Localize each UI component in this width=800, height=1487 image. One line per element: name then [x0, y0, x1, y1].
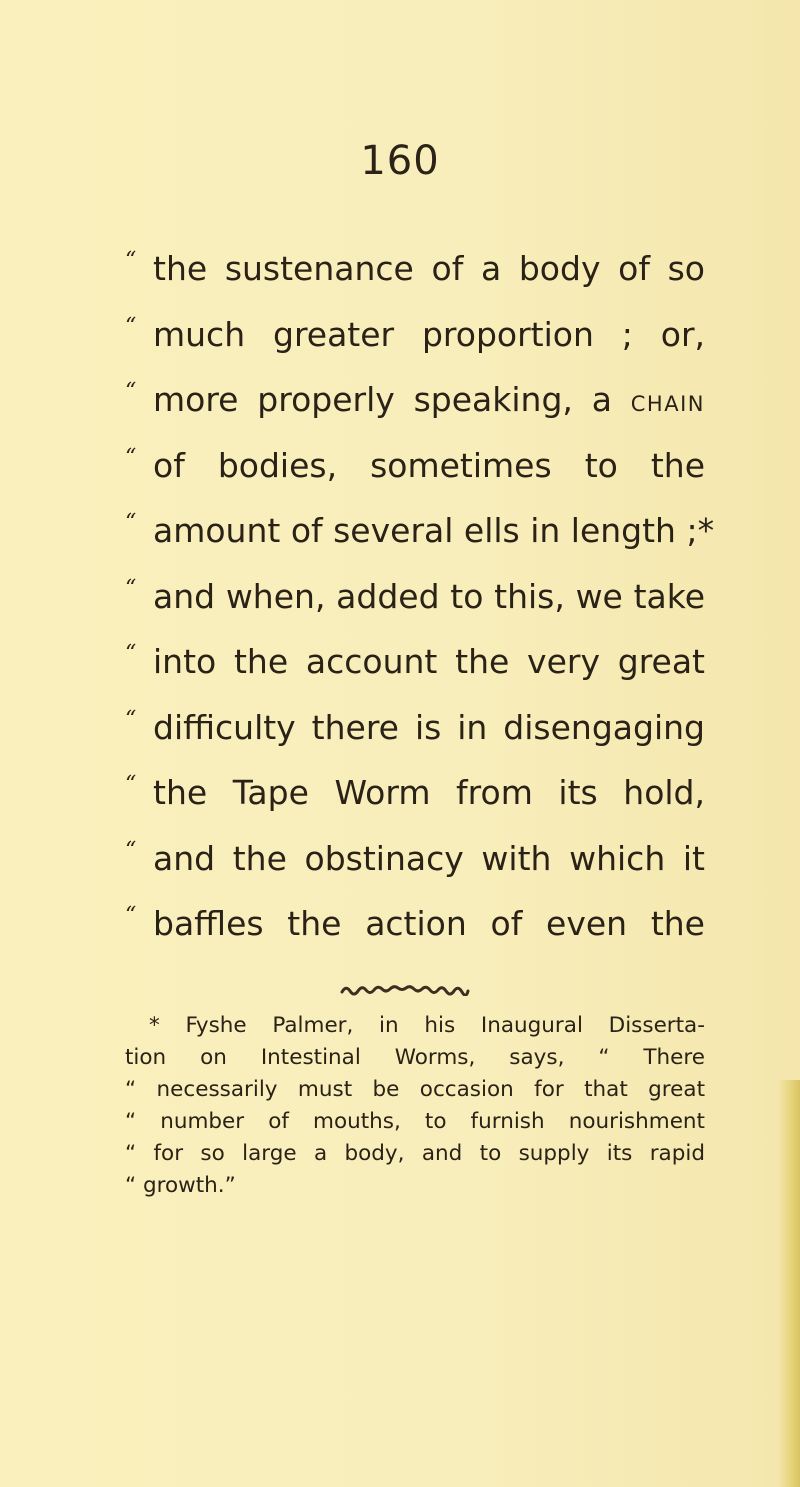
- page-edge-shading: [778, 1080, 800, 1487]
- opening-quote: “: [125, 772, 137, 797]
- line-text: of bodies, sometimes to the: [153, 445, 705, 485]
- line-text-part: more properly speaking, a: [153, 380, 612, 419]
- footnote-line: “ number of mouths, to furnish nourishment: [125, 1109, 705, 1134]
- opening-quote: “: [125, 379, 137, 404]
- line-text: amount of several ells in length ;*: [153, 511, 715, 550]
- opening-quote: “: [125, 313, 137, 339]
- footnote-line: * Fyshe Palmer, in his Inaugural Disserta-: [149, 1013, 705, 1038]
- line-text: difficulty there is in disengaging: [153, 707, 705, 747]
- footnote-line: tion on Intestinal Worms, says, “ There: [125, 1045, 705, 1070]
- line-text: much greater proportion ; or,: [153, 314, 705, 354]
- footnote-line: “ necessarily must be occasion for that great: [125, 1077, 705, 1102]
- line-text: into the account the very great: [153, 642, 705, 681]
- wavy-rule-ornament: [340, 982, 470, 996]
- small-caps-word: CHAIN: [630, 392, 705, 416]
- page-number: 160: [360, 138, 440, 184]
- text-line: [125, 891, 705, 957]
- line-text: and when, added to this, we take: [153, 576, 705, 616]
- line-text: the Tape Worm from its hold,: [153, 773, 705, 812]
- footnote-line: “ for so large a body, and to supply its rapid: [125, 1141, 705, 1166]
- footnote-block: [125, 1010, 705, 1202]
- text-line: [125, 564, 705, 630]
- opening-quote: “: [125, 903, 137, 928]
- opening-quote: “: [125, 444, 137, 470]
- text-line: [125, 236, 705, 302]
- line-text: and the obstinacy with which it: [153, 838, 705, 878]
- opening-quote: “: [125, 706, 137, 732]
- text-line: [125, 826, 705, 892]
- text-line: [125, 629, 705, 695]
- text-line: [125, 302, 705, 368]
- opening-quote: “: [125, 837, 137, 863]
- footnote-line: “ growth.”: [125, 1173, 236, 1198]
- text-line: [125, 498, 715, 564]
- text-line: [125, 695, 705, 761]
- text-line: [125, 433, 705, 499]
- text-line: [125, 760, 705, 826]
- opening-quote: “: [125, 510, 137, 535]
- opening-quote: “: [125, 248, 137, 273]
- main-text-block: [125, 236, 715, 957]
- line-text: the sustenance of a body of so: [153, 249, 705, 288]
- opening-quote: “: [125, 575, 137, 601]
- line-text: [153, 367, 705, 438]
- line-text: baffles the action of even the: [153, 904, 705, 943]
- text-line: [125, 367, 705, 433]
- opening-quote: “: [125, 641, 137, 666]
